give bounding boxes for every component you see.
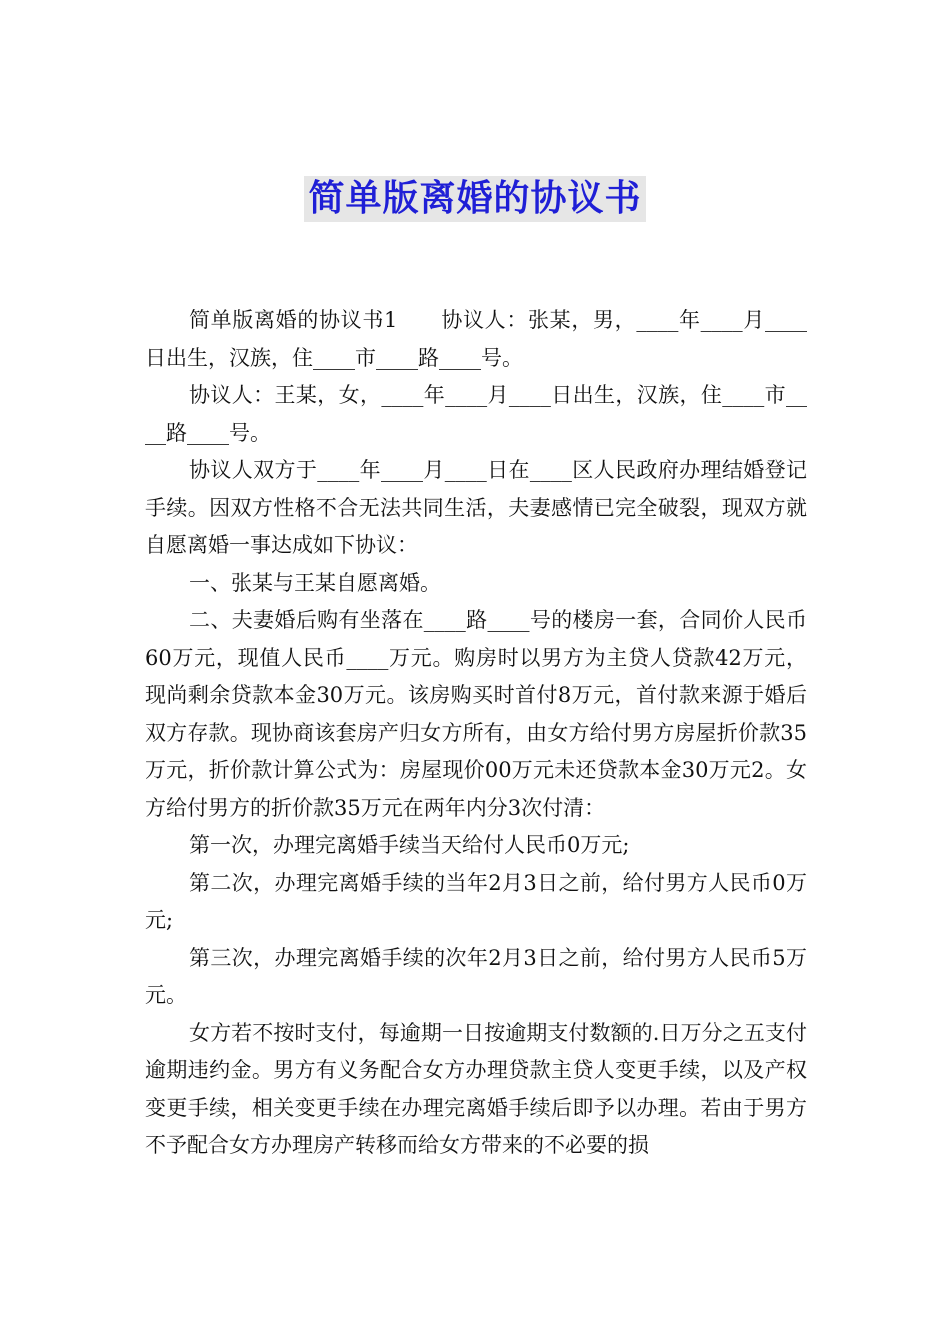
clause-2-property: 二、夫妻婚后购有坐落在____路____号的楼房一套，合同价人民币60万元，现值人民币____万元。购房时以男方为主贷人贷款42万元，现尚剩余贷款本金30万元。该房购买时首付8万元，首付款来源于婚后双方存款。现协商该套房产归女方所有，由女方给付男方房屋折价款35万元，折价款计算公式为：房屋现价00万元未还贷款本金30万元2。女方给付男方的折价款35万元在两年内分3次付清：	[145, 608, 807, 820]
payment-first: 第一次，办理完离婚手续当天给付人民币0万元;	[189, 833, 630, 857]
paragraph-background: 协议人双方于____年____月____日在____区人民政府办理结婚登记手续。因双方性格不合无法共同生活，夫妻感情已完全破裂，现双方就自愿离婚一事达成如下协议：	[145, 458, 807, 557]
payment-second: 第二次，办理完离婚手续的当年2月3日之前，给付男方人民币0万元;	[145, 870, 807, 932]
payment-third: 第三次，办理完离婚手续的次年2月3日之前，给付男方人民币5万元。	[145, 945, 807, 1007]
title-area	[0, 176, 950, 222]
document-title: 简单版离婚的协议书	[304, 176, 645, 222]
paragraph-party-a: 简单版离婚的协议书1 协议人：张某，男，____年____月____日出生，汉族，住____市____路____号。	[145, 308, 807, 370]
paragraph-late-payment: 女方若不按时支付，每逾期一日按逾期支付数额的.日万分之五支付逾期违约金。男方有义务配合女方办理贷款主贷人变更手续，以及产权变更手续，相关变更手续在办理完离婚手续后即予以办理。若由于男方不予配合女方办理房产转移而给女方带来的不必要的损	[145, 1020, 807, 1157]
paragraph-party-b: 协议人：王某，女，____年____月____日出生，汉族，住____市____路____号。	[145, 383, 807, 445]
clause-1: 一、张某与王某自愿离婚。	[189, 570, 441, 595]
document-body	[145, 302, 807, 1165]
